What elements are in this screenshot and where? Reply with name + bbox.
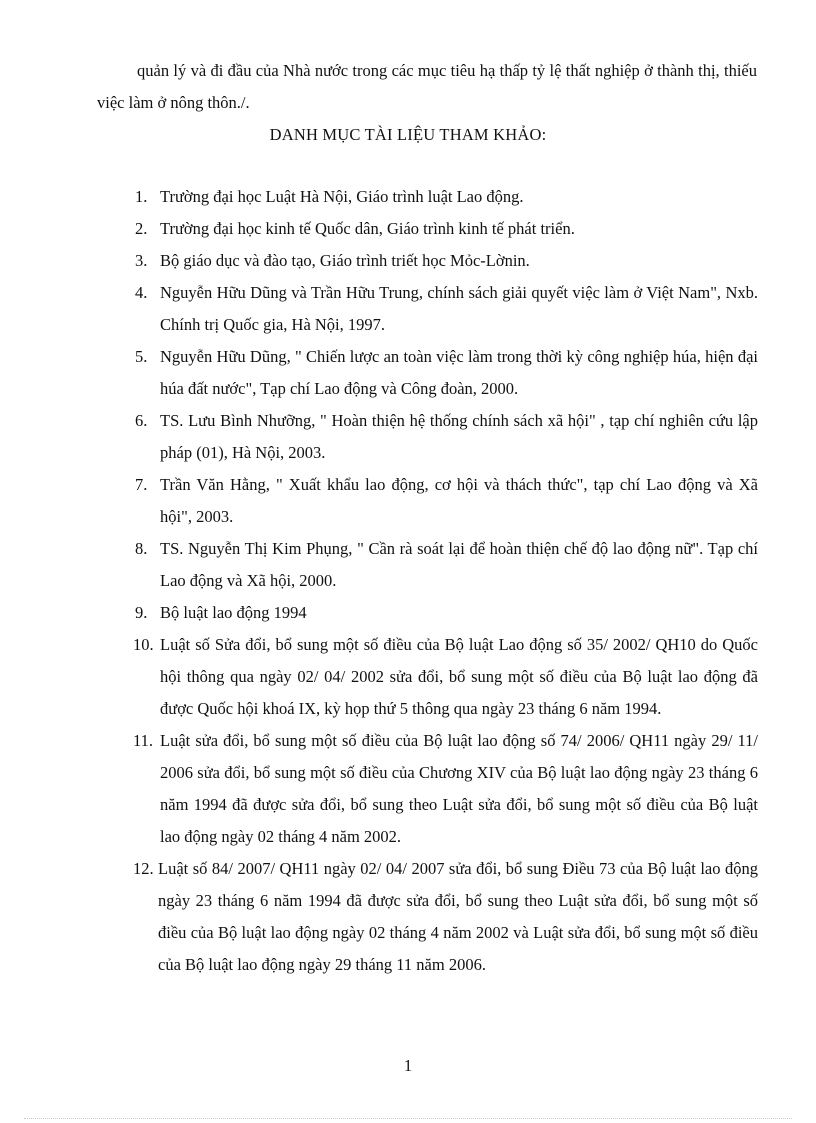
reference-number: 5.: [135, 347, 148, 366]
reference-item: [97, 213, 758, 245]
reference-text: Nguyễn Hữu Dũng, " Chiến lược an toàn việc làm trong thời kỳ công nghiệp húa, hiện đại húa đất nước", Tạp chí Lao động và Công đoàn, 2000.: [160, 347, 758, 398]
reference-item: [97, 405, 758, 469]
reference-text: Luật số 84/ 2007/ QH11 ngày 02/ 04/ 2007 sửa đổi, bổ sung Điều 73 của Bộ luật lao động ngày 23 tháng 6 năm 1994 đã được sửa đổi, bổ sung theo Luật sửa đổi, bổ sung một số điều của Bộ luật lao động ngày 02 tháng 4 năm 2002 và Luật sửa đổi, bổ sung một số điều của Bộ luật lao động ngày 29 tháng 11 năm 2006.: [158, 859, 758, 974]
reference-text: TS. Lưu Bình Nhưỡng, " Hoàn thiện hệ thống chính sách xã hội" , tạp chí nghiên cứu lập pháp (01), Hà Nội, 2003.: [160, 411, 758, 462]
reference-number: 11.: [133, 731, 154, 750]
reference-number: 9.: [135, 603, 148, 622]
reference-text: Luật sửa đổi, bổ sung một số điều của Bộ luật lao động số 74/ 2006/ QH11 ngày 29/ 11/ 2006 sửa đổi, bổ sung một số điều của Chương XIV của Bộ luật lao động ngày 23 tháng 6 năm 1994 đã được sửa đổi, bổ sung theo Luật sửa đổi, bổ sung một số điều của Bộ luật lao động ngày 02 tháng 4 năm 2002.: [160, 731, 758, 846]
reference-text: Nguyễn Hữu Dũng và Trần Hữu Trung, chính sách giải quyết việc làm ở Việt Nam", Nxb. Chính trị Quốc gia, Hà Nội, 1997.: [160, 283, 758, 334]
reference-number: 4.: [135, 283, 148, 302]
intro-paragraph: quản lý và đi đầu của Nhà nước trong các mục tiêu hạ thấp tỷ lệ thất nghiệp ở thành thị, thiếu việc làm ở nông thôn./.: [97, 61, 757, 112]
reference-number: 3.: [135, 251, 148, 270]
references-heading: DANH MỤC TÀI LIỆU THAM KHẢO:: [269, 125, 547, 144]
reference-item: [97, 245, 758, 277]
reference-item: [97, 725, 758, 853]
reference-text: Trường đại học Luật Hà Nội, Giáo trình luật Lao động.: [160, 187, 524, 206]
reference-text: Bộ luật lao động 1994: [160, 603, 307, 622]
reference-text: Trần Văn Hằng, " Xuất khẩu lao động, cơ hội và thách thức", tạp chí Lao động và Xã hội", 2003.: [160, 475, 758, 526]
reference-list: [97, 181, 758, 981]
reference-text: TS. Nguyễn Thị Kim Phụng, " Cần rà soát lại để hoàn thiện chế độ lao động nữ". Tạp chí Lao động và Xã hội, 2000.: [160, 539, 758, 590]
reference-number: 10.: [133, 635, 154, 654]
page-bottom-divider: [24, 1118, 792, 1119]
reference-number: 12.: [133, 859, 154, 878]
reference-item: [97, 277, 758, 341]
reference-text: Bộ giáo dục và đào tạo, Giáo trình triết học Mỏc-Lờnin.: [160, 251, 530, 270]
page-number: 1: [403, 1056, 413, 1075]
reference-number: 6.: [135, 411, 148, 430]
reference-text: Luật số Sửa đổi, bổ sung một số điều của Bộ luật Lao động số 35/ 2002/ QH10 do Quốc hội thông qua ngày 02/ 04/ 2002 sửa đổi, bổ sung một số điều của Bộ luật lao động đã được Quốc hội khoá IX, kỳ họp thứ 5 thông qua ngày 23 tháng 6 năm 1994.: [160, 635, 758, 718]
reference-number: 2.: [135, 219, 148, 238]
reference-item: [97, 469, 758, 533]
reference-item: [97, 597, 758, 629]
reference-number: 7.: [135, 475, 148, 494]
reference-item: [97, 181, 758, 213]
reference-text: Trường đại học kinh tế Quốc dân, Giáo trình kinh tế phát triển.: [160, 219, 575, 238]
reference-item: [97, 341, 758, 405]
reference-item: [97, 853, 758, 981]
reference-number: 1.: [135, 187, 148, 206]
reference-item: [97, 629, 758, 725]
reference-number: 8.: [135, 539, 148, 558]
reference-item: [97, 533, 758, 597]
